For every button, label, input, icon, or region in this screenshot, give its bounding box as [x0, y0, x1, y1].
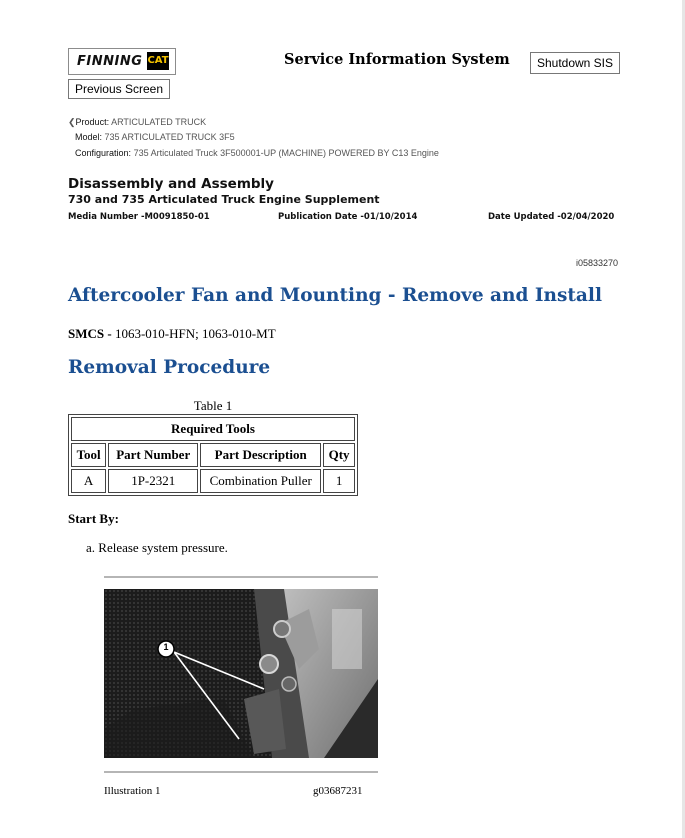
document-title: Disassembly and Assembly	[68, 176, 274, 192]
model-line	[75, 132, 235, 142]
product-label: Product:	[75, 117, 110, 127]
model-label: Model:	[75, 132, 103, 142]
cat-logo-badge: CAT	[147, 52, 169, 70]
configuration-line	[75, 148, 439, 158]
previous-screen-button[interactable]: Previous Screen	[68, 79, 170, 99]
table-cell: Combination Puller	[200, 469, 321, 493]
table-row	[71, 469, 355, 493]
finning-cat-logo	[68, 48, 176, 75]
publication-date: Publication Date -01/10/2014	[278, 212, 418, 222]
shutdown-sis-button[interactable]: Shutdown SIS	[530, 52, 620, 74]
logo-text: FINNING	[77, 54, 143, 69]
page-title: Service Information System	[284, 51, 510, 68]
illustration-photo	[104, 589, 378, 758]
illustration-id: g03687231	[313, 785, 363, 797]
product-value: ARTICULATED TRUCK	[111, 117, 207, 127]
table-cell: A	[71, 469, 106, 493]
column-header: Qty	[323, 443, 355, 467]
table-cell: 1	[323, 469, 355, 493]
table-title-row	[71, 417, 355, 441]
smcs-value: 1063-010-HFN; 1063-010-MT	[111, 326, 276, 341]
start-by-label: Start By:	[68, 511, 119, 526]
section-heading: Removal Procedure	[68, 357, 271, 378]
smcs-code	[68, 326, 276, 342]
illustration-bottom-rule	[104, 771, 378, 773]
smcs-label: SMCS -	[68, 326, 112, 341]
required-tools-table	[68, 414, 358, 496]
illustration-top-rule	[104, 576, 378, 578]
document-subtitle: 730 and 735 Articulated Truck Engine Supplement	[68, 193, 380, 206]
illustration-label: Illustration 1	[104, 785, 161, 797]
back-arrow-icon[interactable]: ❮	[68, 117, 76, 127]
product-line	[68, 117, 206, 128]
column-header: Tool	[71, 443, 106, 467]
media-number: Media Number -M0091850-01	[68, 212, 210, 222]
configuration-value: 735 Articulated Truck 3F500001-UP (MACHINE) POWERED BY C13 Engine	[133, 148, 439, 158]
procedure-heading: Aftercooler Fan and Mounting - Remove and Install	[68, 285, 602, 306]
column-header: Part Description	[200, 443, 321, 467]
table-header-row	[71, 443, 355, 467]
date-updated: Date Updated -02/04/2020	[488, 212, 615, 222]
table-caption: Table 1	[193, 398, 233, 413]
document-reference-id: i05833270	[576, 258, 619, 268]
column-header: Part Number	[108, 443, 198, 467]
table-cell: 1P-2321	[108, 469, 198, 493]
table-title: Required Tools	[71, 417, 355, 441]
configuration-label: Configuration:	[75, 148, 132, 158]
step-item: a. Release system pressure.	[86, 540, 228, 555]
model-value: 735 ARTICULATED TRUCK 3F5	[104, 132, 235, 142]
illustration-callout: 1	[163, 642, 169, 652]
